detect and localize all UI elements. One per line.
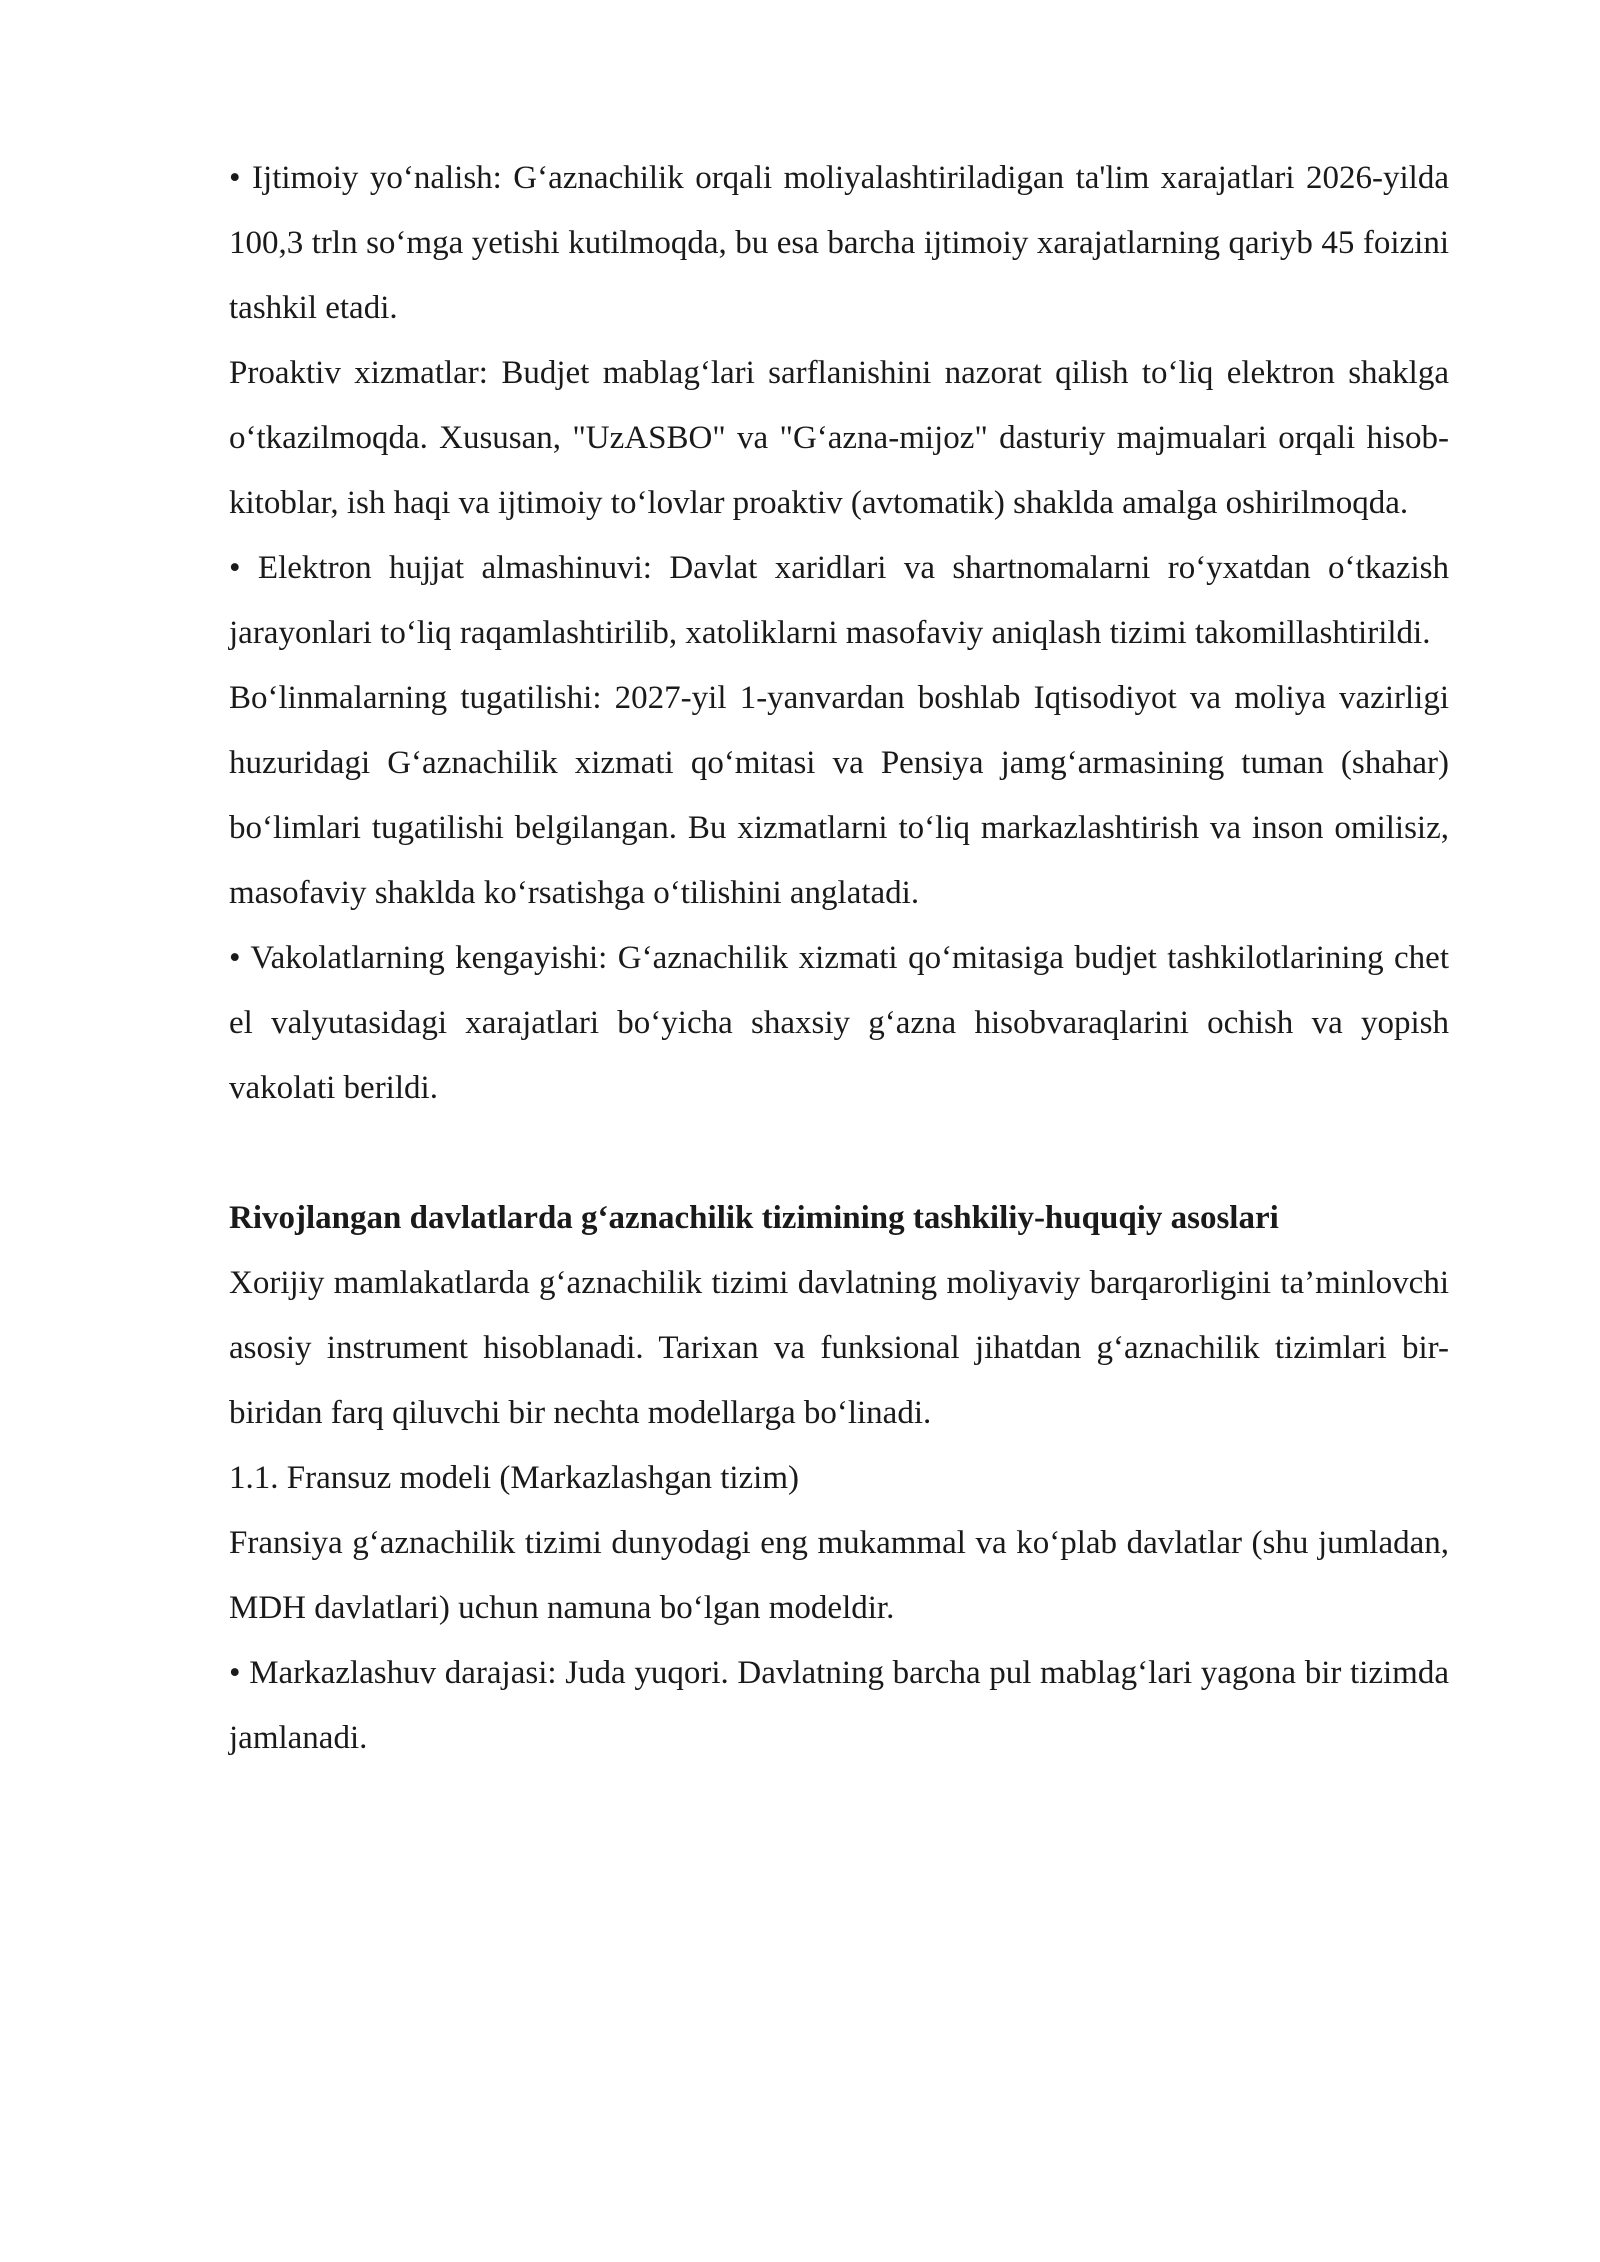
paragraph-foreign-countries: Xorijiy mamlakatlarda g‘aznachilik tizimi davlatning moliyaviy barqarorligini ta’minlovchi asosiy instrument hisoblanadi. Tarixan va funksional jihatdan g‘aznachilik tizimlari bir-biridan farq qiluvchi bir nechta modellarga bo‘linadi. <box>229 1265 1449 1431</box>
paragraph-electronic-document-exchange: • Elektron hujjat almashinuvi: Davlat xaridlari va shartnomalarni ro‘yxatdan o‘tkazish jarayonlari to‘liq raqamlashtirilib, xatoliklarni masofaviy aniqlash tizimi takomillashtirildi. <box>229 550 1449 651</box>
paragraph-centralization-level: • Markazlashuv darajasi: Juda yuqori. Davlatning barcha pul mablag‘lari yagona bir tizimda jamlanadi. <box>229 1655 1449 1756</box>
paragraph-spacer <box>229 1121 1449 1186</box>
paragraph-social-direction: • Ijtimoiy yo‘nalish: G‘aznachilik orqali moliyalashtiriladigan ta'lim xarajatlari 2026-yilda 100,3 trln so‘mga yetishi kutilmoqda, bu esa barcha ijtimoiy xarajatlarning qariyb 45 foizini tashkil etadi. <box>229 160 1449 326</box>
paragraph-expansion-of-powers: • Vakolatlarning kengayishi: G‘aznachilik xizmati qo‘mitasiga budjet tashkilotlarining chet el valyutasidagi xarajatlari bo‘yicha shaxsiy g‘azna hisobvaraqlarini ochish va yopish vakolati berildi. <box>229 940 1449 1106</box>
paragraph-france-system: Fransiya g‘aznachilik tizimi dunyodagi eng mukammal va ko‘plab davlatlar (shu jumladan, MDH davlatlari) uchun namuna bo‘lgan modeldir. <box>229 1525 1449 1626</box>
subsection-french-model: 1.1. Fransuz modeli (Markazlashgan tizim) <box>229 1460 800 1496</box>
paragraph-proactive-services: Proaktiv xizmatlar: Budjet mablag‘lari sarflanishini nazorat qilish to‘liq elektron shaklga o‘tkazilmoqda. Xususan, "UzASBO" va "G‘azna-mijoz" dasturiy majmualari orqali hisob-kitoblar, ish haqi va ijtimoiy to‘lovlar proaktiv (avtomatik) shaklda amalga oshirilmoqda. <box>229 355 1449 521</box>
document-body <box>229 146 1449 1771</box>
paragraph-liquidation-of-units: Bo‘linmalarning tugatilishi: 2027-yil 1-yanvardan boshlab Iqtisodiyot va moliya vazirligi huzuridagi G‘aznachilik xizmati qo‘mitasi va Pensiya jamg‘armasining tuman (shahar) bo‘limlari tugatilishi belgilangan. Bu xizmatlarni to‘liq markazlashtirish va inson omilisiz, masofaviy shaklda ko‘rsatishga o‘tilishini anglatadi. <box>229 680 1449 911</box>
section-heading: Rivojlangan davlatlarda g‘aznachilik tizimining tashkiliy-huquqiy asoslari <box>229 1200 1279 1236</box>
